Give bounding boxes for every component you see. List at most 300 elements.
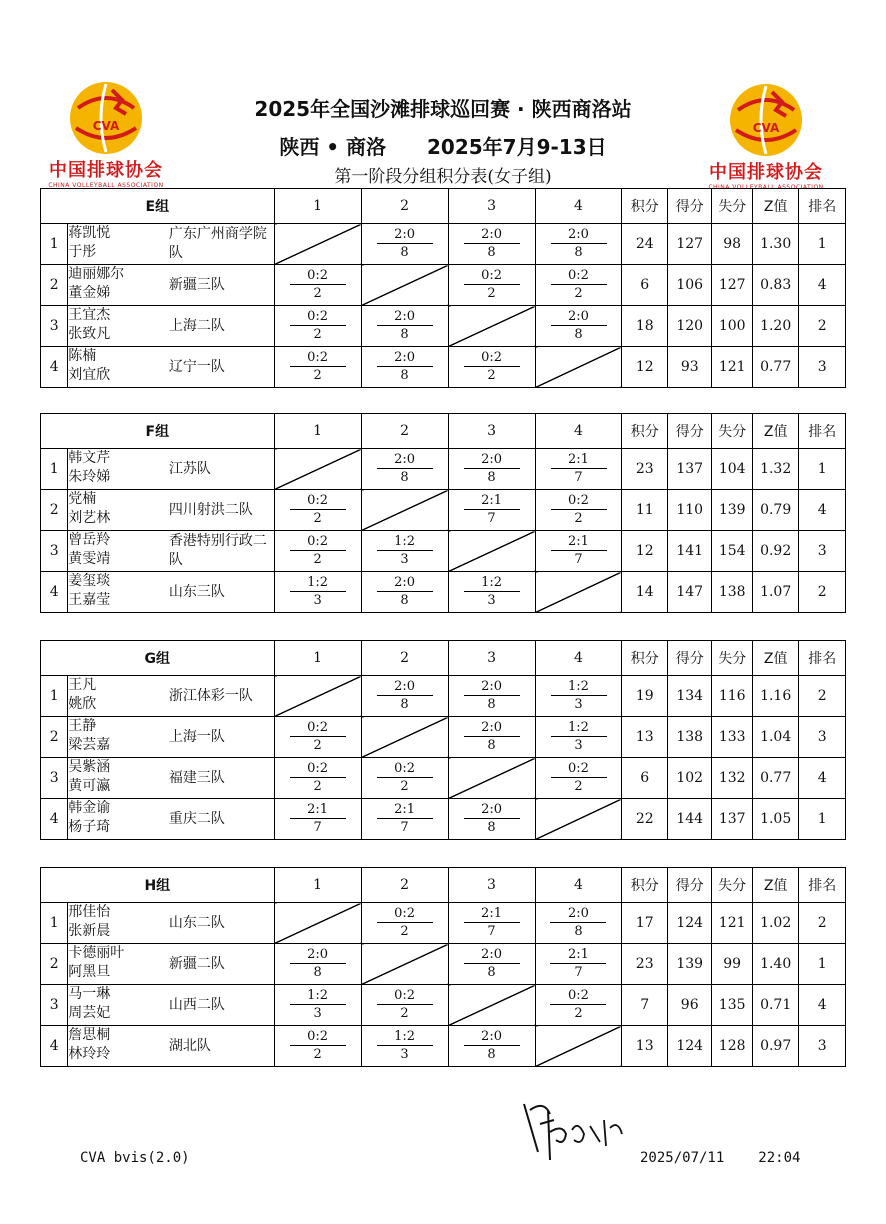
self-match-cell (448, 531, 535, 572)
group-name: E组 (41, 189, 275, 224)
match-points: 2 (574, 779, 583, 794)
stat-z: 1.05 (752, 799, 799, 840)
match-score (361, 224, 448, 265)
score-stack (275, 306, 361, 346)
table-row (41, 306, 846, 347)
stat-lost: 127 (712, 265, 752, 306)
match-score (535, 676, 622, 717)
match-score (361, 799, 448, 840)
set-score: 0:2 (290, 493, 346, 510)
set-score: 2:0 (377, 452, 433, 469)
row-index: 4 (41, 347, 68, 388)
group-header-row (41, 868, 846, 903)
set-score: 2:0 (377, 350, 433, 367)
column-header-z: Z值 (752, 641, 799, 676)
column-number: 1 (274, 414, 361, 449)
player-name: 梁芸嘉 (68, 737, 111, 753)
stat-won: 124 (667, 903, 711, 944)
table-row (41, 449, 846, 490)
stat-lost: 121 (712, 347, 752, 388)
score-stack (275, 944, 361, 984)
score-stack (275, 490, 361, 530)
score-stack (536, 985, 622, 1025)
column-header-z: Z值 (752, 414, 799, 449)
self-match-cell (535, 572, 622, 613)
score-stack (362, 306, 448, 346)
match-points: 7 (400, 820, 409, 835)
team-name: 福建三队 (169, 758, 274, 799)
set-score: 2:0 (377, 227, 433, 244)
match-points: 3 (400, 552, 409, 567)
stat-won: 110 (667, 490, 711, 531)
stat-rank: 3 (799, 717, 846, 758)
table-row (41, 676, 846, 717)
match-score (274, 717, 361, 758)
column-number: 3 (448, 189, 535, 224)
player-names (68, 265, 169, 306)
match-points: 8 (400, 327, 409, 342)
match-score (448, 347, 535, 388)
stat-won: 139 (667, 944, 711, 985)
row-index: 3 (41, 306, 68, 347)
signature-icon (510, 1090, 640, 1170)
stat-won: 124 (667, 1026, 711, 1067)
stat-points: 13 (622, 717, 668, 758)
stat-rank: 4 (799, 265, 846, 306)
stat-points: 14 (622, 572, 668, 613)
team-name: 香港特别行政二队 (169, 531, 274, 572)
match-points: 2 (574, 511, 583, 526)
stat-lost: 137 (712, 799, 752, 840)
table-row (41, 985, 846, 1026)
row-index: 4 (41, 572, 68, 613)
logo-cn-left: 中国排球协会 (49, 160, 163, 181)
event-dates: 2025年7月9-13日 (427, 135, 607, 159)
self-match-cell (361, 265, 448, 306)
column-header-z: Z值 (752, 189, 799, 224)
match-points: 2 (313, 1047, 322, 1062)
table-row (41, 490, 846, 531)
match-points: 8 (487, 820, 496, 835)
match-score (274, 347, 361, 388)
page-subtitle (0, 131, 886, 160)
set-score: 2:0 (464, 679, 520, 696)
stat-won: 102 (667, 758, 711, 799)
set-score: 2:0 (551, 227, 607, 244)
match-points: 8 (487, 738, 496, 753)
match-score (361, 758, 448, 799)
table-row (41, 944, 846, 985)
column-header-won: 得分 (667, 414, 711, 449)
match-points: 8 (487, 470, 496, 485)
self-match-cell (535, 347, 622, 388)
score-stack (362, 758, 448, 798)
set-score: 1:2 (377, 1029, 433, 1046)
score-stack (449, 799, 535, 839)
column-number: 1 (274, 641, 361, 676)
stat-lost: 139 (712, 490, 752, 531)
player-name: 吴紫涵 (68, 759, 111, 775)
table-row (41, 531, 846, 572)
player-name: 韩金谕 (68, 800, 111, 816)
match-points: 3 (574, 738, 583, 753)
team-name: 辽宁一队 (169, 347, 274, 388)
set-score: 0:2 (377, 761, 433, 778)
player-names (68, 717, 169, 758)
score-stack (449, 265, 535, 305)
match-score (361, 449, 448, 490)
footer-timestamp (640, 1150, 800, 1166)
score-stack (536, 758, 622, 798)
column-header-points: 积分 (622, 868, 668, 903)
match-points: 2 (574, 1006, 583, 1021)
score-stack (536, 490, 622, 530)
row-index: 2 (41, 265, 68, 306)
score-stack (536, 306, 622, 346)
player-name: 董金娣 (68, 285, 111, 301)
set-score: 0:2 (290, 720, 346, 737)
footer-version: CVA bvis(2.0) (80, 1150, 190, 1166)
stat-rank: 4 (799, 490, 846, 531)
set-score: 0:2 (551, 268, 607, 285)
player-names (68, 944, 169, 985)
column-header-won: 得分 (667, 641, 711, 676)
stat-won: 137 (667, 449, 711, 490)
score-stack (449, 224, 535, 264)
set-score: 0:2 (377, 906, 433, 923)
match-score (361, 1026, 448, 1067)
self-match-cell (274, 676, 361, 717)
set-score: 2:0 (464, 802, 520, 819)
player-names (68, 1026, 169, 1067)
player-names (68, 224, 169, 265)
set-score: 2:0 (550, 906, 606, 923)
player-name: 黄可瀛 (68, 778, 111, 794)
score-stack (275, 717, 361, 757)
match-points: 8 (487, 1047, 496, 1062)
team-name: 上海二队 (169, 306, 274, 347)
self-match-cell (535, 799, 622, 840)
set-score: 0:2 (550, 988, 606, 1005)
score-stack (536, 531, 622, 571)
logo-cn-right: 中国排球协会 (709, 162, 823, 183)
set-score: 2:1 (464, 493, 520, 510)
match-score (535, 531, 622, 572)
score-stack (536, 717, 622, 757)
row-index: 3 (41, 531, 68, 572)
score-stack (536, 903, 622, 943)
match-score (535, 944, 622, 985)
column-number: 2 (361, 189, 448, 224)
stat-rank: 3 (799, 531, 846, 572)
set-score: 2:0 (464, 227, 520, 244)
match-points: 2 (313, 368, 322, 383)
score-stack (275, 347, 361, 387)
group-name: H组 (41, 868, 275, 903)
match-points: 8 (400, 245, 409, 260)
player-name: 刘艺林 (68, 510, 111, 526)
stat-points: 19 (622, 676, 668, 717)
set-score: 2:1 (377, 802, 433, 819)
stat-lost: 100 (712, 306, 752, 347)
row-index: 2 (41, 490, 68, 531)
row-index: 2 (41, 944, 68, 985)
stat-z: 0.71 (752, 985, 799, 1026)
stat-won: 93 (667, 347, 711, 388)
score-stack (275, 799, 361, 839)
set-score: 2:0 (377, 679, 433, 696)
column-header-points: 积分 (622, 414, 668, 449)
match-points: 3 (313, 593, 322, 608)
set-score: 0:2 (290, 1029, 346, 1046)
match-points: 2 (313, 327, 322, 342)
column-header-won: 得分 (667, 868, 711, 903)
score-stack (275, 265, 361, 305)
match-score (448, 1026, 535, 1067)
match-score (361, 676, 448, 717)
match-score (448, 717, 535, 758)
set-score: 2:0 (551, 309, 607, 326)
stat-lost: 104 (712, 449, 752, 490)
set-score: 0:2 (290, 309, 346, 326)
match-score (448, 572, 535, 613)
stat-z: 1.02 (752, 903, 799, 944)
set-score: 0:2 (551, 493, 607, 510)
player-names (68, 306, 169, 347)
set-score: 0:2 (290, 534, 346, 551)
stat-rank: 1 (799, 224, 846, 265)
stat-rank: 2 (799, 676, 846, 717)
match-points: 2 (487, 286, 496, 301)
player-names (68, 490, 169, 531)
set-score: 0:2 (290, 268, 346, 285)
stat-z: 0.79 (752, 490, 799, 531)
stat-rank: 2 (799, 306, 846, 347)
match-points: 2 (400, 924, 409, 939)
set-score: 2:1 (551, 452, 607, 469)
team-name: 上海一队 (169, 717, 274, 758)
match-score (361, 985, 448, 1026)
stat-z: 0.77 (752, 758, 799, 799)
score-stack (362, 224, 448, 264)
set-score: 1:2 (377, 534, 433, 551)
table-row (41, 224, 846, 265)
player-name: 阿黑旦 (68, 964, 111, 980)
match-score (274, 1026, 361, 1067)
match-points: 3 (574, 697, 583, 712)
match-score (535, 265, 622, 306)
match-score (274, 490, 361, 531)
player-name: 姜玺琰 (68, 573, 111, 589)
match-points: 8 (487, 245, 496, 260)
match-score (448, 944, 535, 985)
match-points: 8 (487, 697, 496, 712)
table-row (41, 265, 846, 306)
match-points: 8 (487, 965, 496, 980)
score-stack (449, 449, 535, 489)
score-stack (362, 985, 448, 1025)
match-score (448, 903, 535, 944)
column-number: 1 (274, 868, 361, 903)
stat-won: 96 (667, 985, 711, 1026)
stat-won: 127 (667, 224, 711, 265)
match-score (448, 676, 535, 717)
player-name: 张新晨 (68, 923, 111, 939)
column-number: 4 (535, 189, 622, 224)
score-stack (362, 903, 448, 943)
group-table (40, 188, 846, 388)
match-score (448, 265, 535, 306)
score-stack (275, 572, 361, 612)
score-stack (536, 449, 622, 489)
column-number: 3 (448, 414, 535, 449)
match-score (448, 799, 535, 840)
player-name: 姚欣 (68, 696, 97, 712)
stat-won: 134 (667, 676, 711, 717)
match-score (274, 572, 361, 613)
match-score (274, 306, 361, 347)
score-stack (362, 676, 448, 716)
stat-lost: 154 (712, 531, 752, 572)
score-stack (536, 265, 622, 305)
team-name: 新疆三队 (169, 265, 274, 306)
player-name: 林玲玲 (68, 1046, 111, 1062)
score-stack (362, 799, 448, 839)
column-header-rank: 排名 (799, 414, 846, 449)
stat-z: 1.04 (752, 717, 799, 758)
stat-z: 1.32 (752, 449, 799, 490)
stat-z: 1.16 (752, 676, 799, 717)
column-number: 2 (361, 414, 448, 449)
stat-points: 6 (622, 265, 668, 306)
match-score (535, 449, 622, 490)
score-stack (449, 944, 535, 984)
team-name: 山西二队 (169, 985, 274, 1026)
column-number: 2 (361, 868, 448, 903)
stat-rank: 1 (799, 944, 846, 985)
match-score (361, 531, 448, 572)
set-score: 2:0 (464, 1029, 520, 1046)
match-score (535, 717, 622, 758)
column-header-lost: 失分 (712, 868, 752, 903)
match-points: 2 (313, 738, 322, 753)
set-score: 2:1 (550, 947, 606, 964)
table-row (41, 758, 846, 799)
stat-points: 23 (622, 449, 668, 490)
self-match-cell (361, 717, 448, 758)
self-match-cell (274, 224, 361, 265)
player-name: 王凡 (68, 677, 97, 693)
self-match-cell (448, 985, 535, 1026)
column-header-won: 得分 (667, 189, 711, 224)
match-points: 3 (487, 593, 496, 608)
match-points: 2 (400, 779, 409, 794)
set-score: 0:2 (290, 350, 346, 367)
match-points: 7 (574, 965, 583, 980)
stat-points: 7 (622, 985, 668, 1026)
group-table (40, 867, 846, 1067)
self-match-cell (361, 490, 448, 531)
stat-z: 0.83 (752, 265, 799, 306)
stat-points: 18 (622, 306, 668, 347)
row-index: 4 (41, 1026, 68, 1067)
match-score (274, 758, 361, 799)
score-stack (536, 676, 622, 716)
player-name: 王静 (68, 718, 97, 734)
score-stack (362, 347, 448, 387)
self-match-cell (448, 306, 535, 347)
player-names (68, 347, 169, 388)
player-name: 邢佳怡 (68, 904, 111, 920)
set-score: 1:2 (290, 988, 346, 1005)
match-points: 7 (487, 924, 496, 939)
match-score (535, 903, 622, 944)
column-header-z: Z值 (752, 868, 799, 903)
player-names (68, 676, 169, 717)
stat-rank: 1 (799, 449, 846, 490)
match-score (274, 944, 361, 985)
stat-rank: 2 (799, 903, 846, 944)
score-stack (449, 490, 535, 530)
match-points: 8 (574, 924, 583, 939)
stat-z: 0.97 (752, 1026, 799, 1067)
stat-z: 1.40 (752, 944, 799, 985)
stat-lost: 138 (712, 572, 752, 613)
row-index: 4 (41, 799, 68, 840)
team-name: 广东广州商学院队 (169, 224, 274, 265)
score-stack (275, 758, 361, 798)
row-index: 3 (41, 985, 68, 1026)
table-row (41, 717, 846, 758)
match-points: 2 (313, 779, 322, 794)
score-stack (362, 1026, 448, 1066)
stat-points: 24 (622, 224, 668, 265)
set-score: 0:2 (551, 761, 607, 778)
self-match-cell (535, 1026, 622, 1067)
match-score (274, 531, 361, 572)
match-points: 8 (574, 245, 583, 260)
team-name: 湖北队 (169, 1026, 274, 1067)
table-row (41, 903, 846, 944)
score-stack (275, 1026, 361, 1066)
set-score: 2:1 (290, 802, 346, 819)
set-score: 2:0 (464, 452, 520, 469)
set-score: 1:2 (551, 679, 607, 696)
player-name: 曾岳羚 (68, 532, 111, 548)
group-table (40, 413, 846, 613)
column-number: 1 (274, 189, 361, 224)
column-header-lost: 失分 (712, 414, 752, 449)
match-score (361, 903, 448, 944)
match-points: 8 (400, 593, 409, 608)
stat-points: 12 (622, 531, 668, 572)
match-points: 2 (313, 552, 322, 567)
column-number: 3 (448, 868, 535, 903)
set-score: 2:0 (290, 947, 346, 964)
column-number: 4 (535, 641, 622, 676)
table-caption: 第一阶段分组积分表(女子组) (334, 167, 552, 187)
stat-won: 120 (667, 306, 711, 347)
player-name: 韩文芹 (68, 450, 111, 466)
group-table (40, 640, 846, 840)
column-header-rank: 排名 (799, 868, 846, 903)
column-header-points: 积分 (622, 641, 668, 676)
table-row (41, 1026, 846, 1067)
team-name: 四川射洪二队 (169, 490, 274, 531)
score-stack (449, 572, 535, 612)
group-header-row (41, 189, 846, 224)
match-score (535, 490, 622, 531)
